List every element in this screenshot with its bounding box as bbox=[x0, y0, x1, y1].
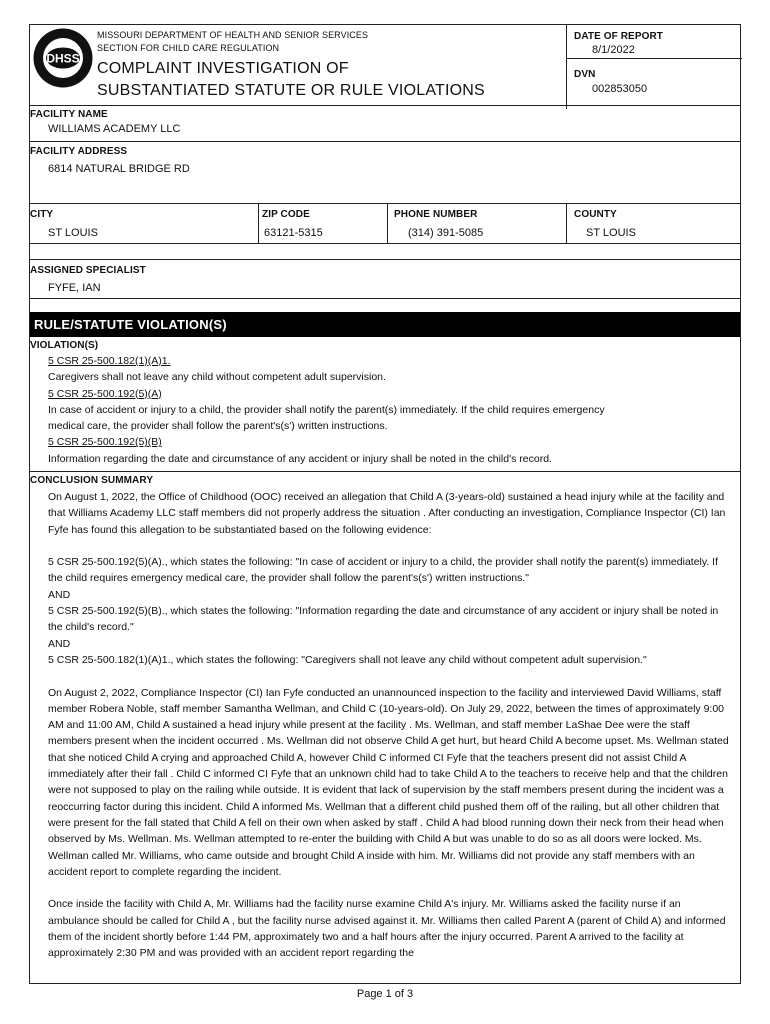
dhss-seal-logo bbox=[32, 27, 94, 89]
zip-label: ZIP CODE bbox=[262, 209, 310, 220]
department-name: MISSOURI DEPARTMENT OF HEALTH AND SENIOR SERVICES bbox=[97, 30, 369, 40]
facility-address-label: FACILITY ADDRESS bbox=[30, 146, 128, 157]
facility-address-value: 6814 NATURAL BRIDGE RD bbox=[48, 163, 190, 175]
rule bbox=[30, 105, 740, 106]
header-divider bbox=[566, 25, 567, 109]
section-name: SECTION FOR CHILD CARE REGULATION bbox=[97, 43, 280, 53]
violation-code: 5 CSR 25-500.182(1)(A)1. bbox=[48, 355, 171, 367]
divider bbox=[566, 203, 567, 243]
rule bbox=[30, 298, 740, 299]
title-line-1: COMPLAINT INVESTIGATION OF bbox=[97, 60, 349, 77]
dvn-label: DVN bbox=[574, 69, 596, 80]
summary-and: AND bbox=[48, 588, 71, 601]
county-value: ST LOUIS bbox=[586, 227, 636, 239]
title-line-2: SUBSTANTIATED STATUTE OR RULE VIOLATIONS bbox=[97, 82, 485, 99]
county-label: COUNTY bbox=[574, 209, 617, 220]
facility-name-label: FACILITY NAME bbox=[30, 109, 108, 120]
phone-label: PHONE NUMBER bbox=[394, 209, 478, 220]
rule bbox=[30, 243, 740, 244]
summary-paragraph: Once inside the facility with Child A, Mr. Williams had the facility nurse examine Child A's injury. Mr. Williams asked the facility nurse if an ambulance should be called for Child A , but the facility nurse advised against it. Mr. Williams then called Parent A (parent of Child A) and informed them of the incident shortly before 1:44 PM, approximately two and a half hours after the injury occurred. Parent A arrived to the facility at approximately 2:30 PM and was provided with an accident report regarding the bbox=[48, 898, 726, 960]
page-number: Page 1 of 3 bbox=[356, 988, 414, 1000]
violation-text: Information regarding the date and circumstance of any accident or injury shall be noted in the child's record. bbox=[48, 452, 552, 465]
summary-paragraph: 5 CSR 25-500.192(5)(B)., which states the following: "Information regarding the date and circumstance of any accident or injury shall be noted in the child's record." bbox=[48, 605, 719, 634]
document-title bbox=[97, 58, 485, 102]
city-label: CITY bbox=[30, 209, 54, 220]
zip-value: 63121-5315 bbox=[264, 227, 323, 239]
conclusion-summary bbox=[48, 489, 732, 978]
summary-paragraph: 5 CSR 25-500.192(5)(A)., which states the following: "In case of accident or injury to a child, the provider shall notify the parent(s) immediately. If the child requires emergency medical care, the provider shall follow the parent's(s') written instructions." bbox=[48, 556, 719, 585]
violation-text: In case of accident or injury to a child, the provider shall notify the parent(s) immediately. If the child requires emergency bbox=[48, 403, 605, 416]
violation-text: Caregivers shall not leave any child without competent adult supervision. bbox=[48, 371, 386, 384]
summary-and: AND bbox=[48, 637, 71, 650]
summary-paragraph: 5 CSR 25-500.182(1)(A)1., which states the following: "Caregivers shall not leave any child without competent adult supervision." bbox=[48, 653, 647, 666]
rule bbox=[30, 259, 740, 260]
conclusion-label: CONCLUSION SUMMARY bbox=[30, 475, 154, 486]
rule bbox=[30, 141, 740, 142]
rule bbox=[30, 471, 740, 472]
violations-list bbox=[48, 353, 728, 467]
violation-code: 5 CSR 25-500.192(5)(A) bbox=[48, 387, 162, 400]
svg-text:DHSS: DHSS bbox=[46, 51, 80, 66]
date-label: DATE OF REPORT bbox=[574, 31, 663, 42]
city-value: ST LOUIS bbox=[48, 227, 98, 239]
violation-text: medical care, the provider shall follow the parent's(s') written instructions. bbox=[48, 420, 388, 433]
divider bbox=[387, 203, 388, 243]
facility-name-value: WILLIAMS ACADEMY LLC bbox=[48, 123, 181, 135]
summary-paragraph: On August 2, 2022, Compliance Inspector (CI) Ian Fyfe conducted an unannounced inspection to the facility and interviewed David Williams, staff member Robera Noble, staff member Samantha Wellman, and Child C (10-years-old). On July 29, 2022, between the times of approximately 9:00 AM and 11:00 AM, Child A sustained a head injury while present at the facility . Ms. Wellman, and staff member LaShae Dee were the staff members present when the incident occurred . Ms. Wellman did not observe Child A get hurt, but heard Child A become upset. Ms. Wellman stated that she noticed Child A crying and approached Child A, however Child C informed CI Fyfe that the teachers present did not assist Child A immediately after their fall . Child C informed CI Fyfe that an unknown child had to take Child A to the teachers to receive help and that the children were not supposed to play on the railing while outside. It is evident that lack of supervision by the staff members present during the incident was a reoccurring factor during this incident. Child A informed Ms. Wellman that a different child pushed them off of the railing, but all other children that were present for the fall stated that Child A fell on their own when asked by staff . Child A had blood running down their neck from their head when observed by Ms. Wellman. Ms. Wellman attempted to re-enter the building with Child A but was unable to do so as all doors were locked. Ms. Wellman called Mr. Williams, who came outside and brought Child A inside with him. Mr. Williams did not provide any staff members with an accident report to complete regarding the incident. bbox=[48, 686, 729, 878]
dvn-value: 002853050 bbox=[592, 83, 648, 95]
specialist-value: FYFE, IAN bbox=[48, 282, 101, 294]
report-form bbox=[29, 24, 741, 984]
department-heading bbox=[97, 29, 368, 55]
rule bbox=[30, 203, 740, 204]
violations-section-heading: RULE/STATUTE VIOLATION(S) bbox=[30, 312, 740, 337]
summary-paragraph: On August 1, 2022, the Office of Childhood (OOC) received an allegation that Child A (3-years-old) sustained a head injury while at the facility and that Williams Academy LLC staff members did not properly address the situation . After conducting an investigation, Compliance Inspector (CI) Ian Fyfe has found this allegation to be substantiated based on the following evidence: bbox=[48, 491, 726, 536]
specialist-label: ASSIGNED SPECIALIST bbox=[30, 265, 146, 276]
header-rule bbox=[566, 58, 742, 59]
violation-code: 5 CSR 25-500.192(5)(B) bbox=[48, 436, 162, 449]
violations-label: VIOLATION(S) bbox=[30, 340, 99, 351]
divider bbox=[258, 203, 259, 243]
date-value: 8/1/2022 bbox=[592, 44, 635, 56]
phone-value: (314) 391-5085 bbox=[408, 227, 484, 239]
